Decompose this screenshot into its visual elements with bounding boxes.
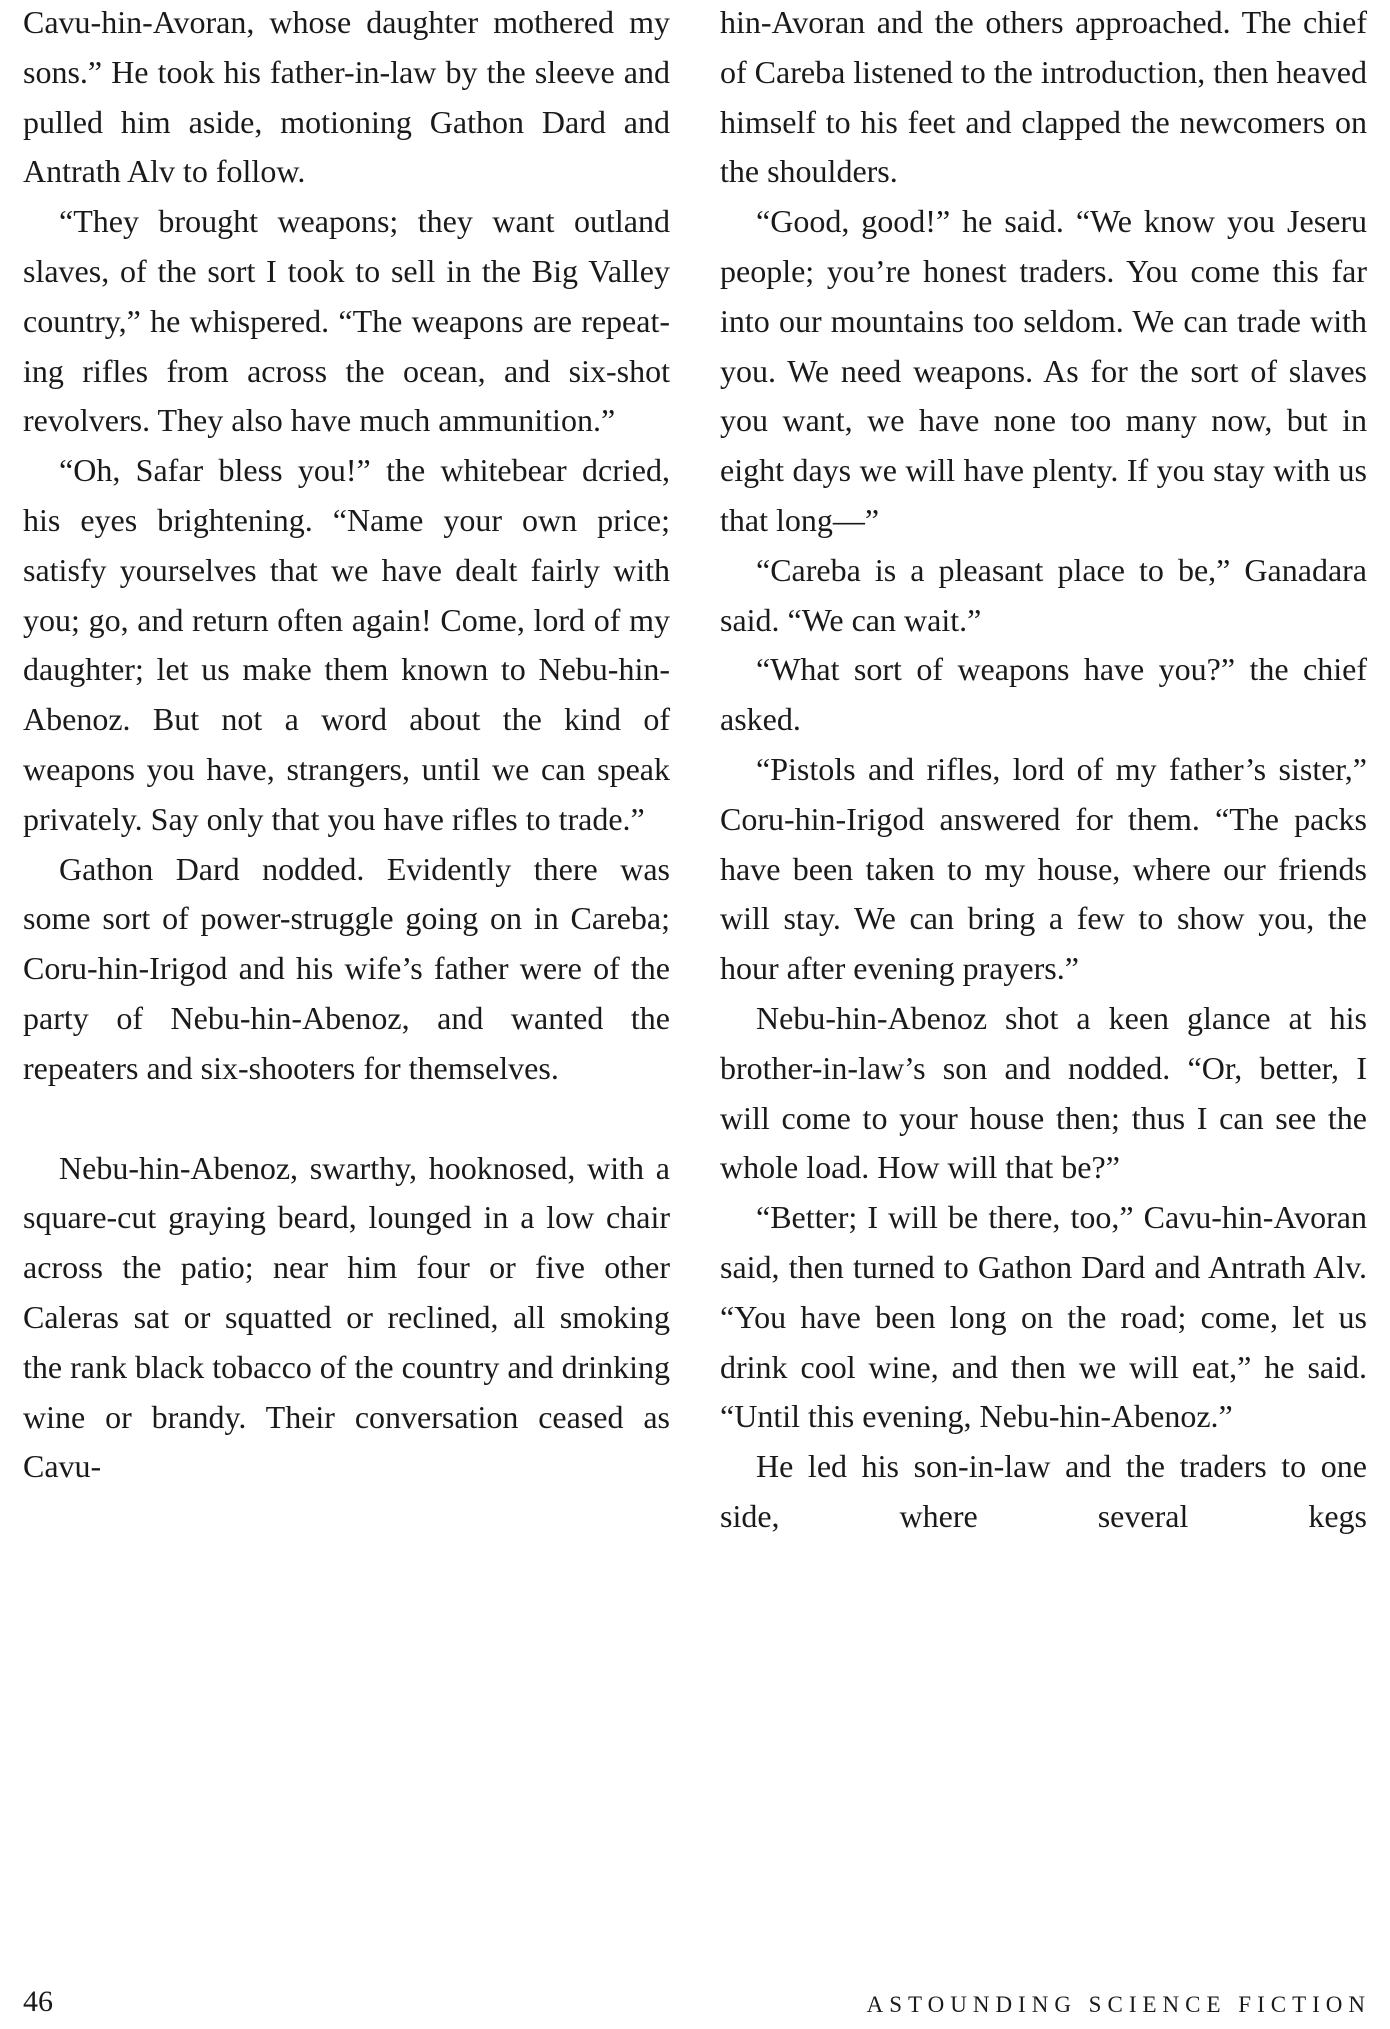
paragraph: Nebu-hin-Abenoz, swarthy, hooknosed, with a square-cut graying beard, lounged in a low chair across the patio; near him four or five other Caleras sat or squatted or reclined, all smoking the rank black tobacco of the country and drinking wine or brandy. Their conversation ceased as Cavu-	[23, 1149, 670, 1485]
paragraph: Gathon Dard nodded. Evidently there was some sort of power-struggle going on in Careba; Coru-hin-Irigod and his wife’s father were of the party of Nebu-hin-Abenoz, and wanted the repeaters and six-shooters for themselves.	[23, 850, 670, 1086]
paragraph: hin-Avoran and the others approached. The chief of Careba listened to the introduction, then heaved himself to his feet and clapped the newcomers on the shoulders.	[720, 4, 1367, 190]
paragraph: “Pistols and rifles, lord of my father’s sister,” Coru-hin-Irigod answered for them. “The packs have been taken to my house, where our friends will stay. We can bring a few to show you, the hour after evening prayers.”	[720, 750, 1367, 987]
paragraph: “Good, good!” he said. “We know you Jeseru people; you’re honest traders. You come this far into our mountains too seldom. We can trade with you. We need weapons. As for the sort of slaves you want, we have none too many now, but in eight days we will have plenty. If you stay with us that long—”	[720, 203, 1367, 538]
left-column	[23, 0, 670, 1492]
page-number: 46	[23, 1985, 53, 2018]
section-break	[23, 1094, 670, 1144]
paragraph: “They brought weapons; they want outland slaves, of the sort I took to sell in the Big Valley country,” he whispered. “The weapons are repeating rifles from across the ocean, and six-shot revolvers. They also have much ammunition.”	[23, 203, 670, 439]
paragraph: “Oh, Safar bless you!” the whitebear dcried, his eyes brightening. “Name your own price; satisfy yourselves that we have dealt fairly with you; go, and return often again! Come, lord of my daughter; let us make them known to Nebu-hin-Abenoz. But not a word about the kind of weapons you have, strangers, until we can speak privately. Say only that you have rifles to trade.”	[23, 452, 670, 837]
paragraph: Cavu-hin-Avoran, whose daughter mothered my sons.” He took his father-in-law by the sleeve and pulled him aside, motioning Gathon Dard and Antrath Alv to follow.	[23, 4, 670, 190]
paragraph: He led his son-in-law and the traders to one side, where several kegs	[720, 1448, 1367, 1534]
paragraph: “What sort of weapons have you?” the chief asked.	[720, 651, 1367, 738]
running-title: ASTOUNDING SCIENCE FICTION	[866, 1992, 1371, 2017]
right-column	[720, 0, 1367, 1542]
paragraph: “Careba is a pleasant place to be,” Ganadara said. “We can wait.”	[720, 551, 1367, 638]
paragraph: “Better; I will be there, too,” Cavu-hin-Avoran said, then turned to Gathon Dard and Antrath Alv. “You have been long on the road; come, let us drink cool wine, and then we will eat,” he said. “Until this evening, Nebu-hin-Abenoz.”	[720, 1199, 1367, 1435]
paragraph: Nebu-hin-Abenoz shot a keen glance at his brother-in-law’s son and nodded. “Or, better, I will come to your house then; thus I can see the whole load. How will that be?”	[720, 999, 1367, 1186]
